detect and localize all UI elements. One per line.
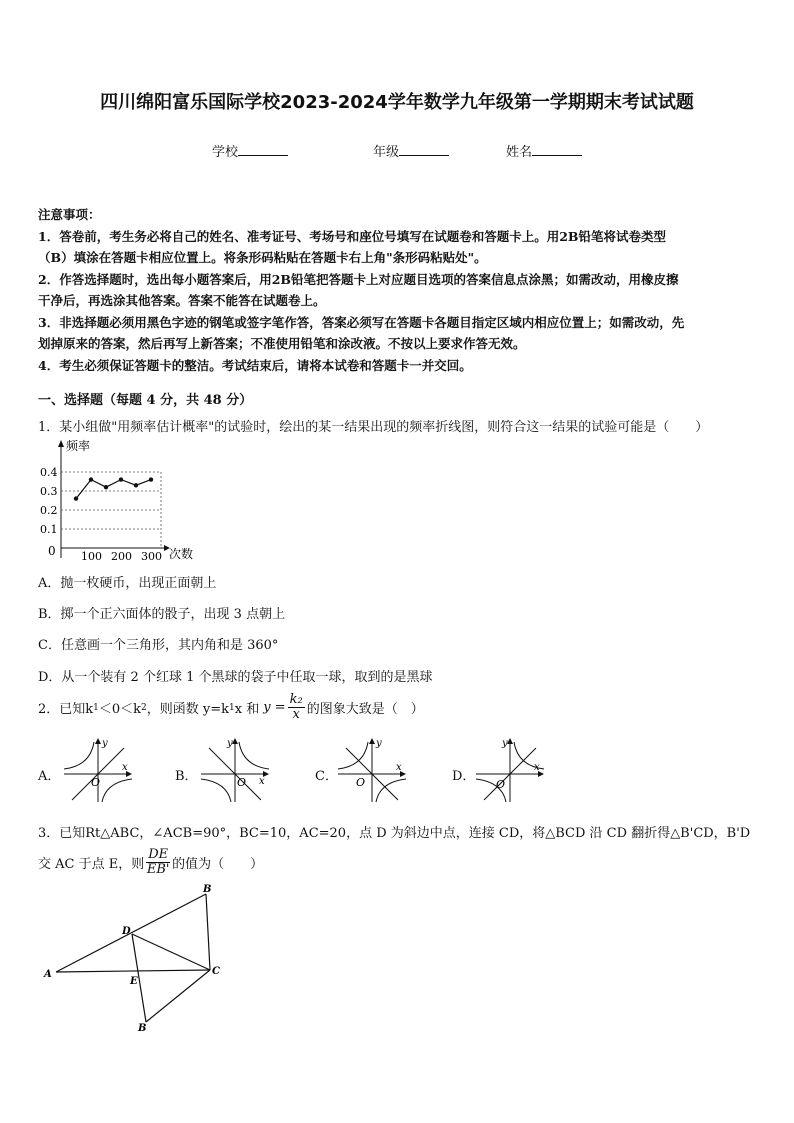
school-field xyxy=(212,141,288,160)
segment-ac xyxy=(56,970,210,972)
segment-ab xyxy=(56,894,206,972)
q2-option-a-label: A． xyxy=(38,769,61,784)
q2-graph-b xyxy=(197,736,273,806)
grade-label: 年级 xyxy=(373,145,400,160)
grade-blank xyxy=(399,143,449,156)
point-d-label: D xyxy=(122,926,131,937)
note-line: 2．作答选择题时，选出每小题答案后，用2B铅笔把答题卡上对应题目选项的答案信息点涂黑；如需改动，用橡皮擦 xyxy=(38,271,679,287)
name-field xyxy=(506,141,582,160)
x-tick-labels xyxy=(81,550,162,563)
axis-y-label: y xyxy=(376,738,382,749)
note-line: 4．考生必须保证答题卡的整洁。考试结束后，请将本试卷和答题卡一并交回。 xyxy=(38,357,472,373)
data-point xyxy=(149,477,153,481)
axis-y-label: y xyxy=(102,738,108,749)
axis-x-label: x xyxy=(396,762,402,773)
q2-option-b-label: B． xyxy=(175,769,198,784)
q2-sub: 1 xyxy=(229,702,235,713)
data-point xyxy=(104,485,108,489)
q3-frac-den: EB' xyxy=(146,862,170,877)
q2-stem xyxy=(38,693,424,722)
q1-option-b: B．掷一个正六面体的骰子，出现 3 点朝上 xyxy=(38,607,286,622)
origin-label: O xyxy=(91,776,101,789)
point-b-prime-label: B xyxy=(138,1023,147,1034)
y-tick-label: 0.3 xyxy=(40,485,58,498)
note-line: 划掉原来的答案，然后再写上新答案；不准使用铅笔和涂改液。不按以上要求作答无效。 xyxy=(38,336,526,351)
q3-text-2: 的值为（ ） xyxy=(172,857,264,872)
section-heading: 一、选择题（每题 4 分，共 48 分） xyxy=(38,393,253,408)
q2-text-3: ，则函数 y=k xyxy=(146,702,230,717)
data-point xyxy=(74,496,78,500)
q1-stem: 1．某小组做"用频率估计概率"的试验时，绘出的某一结果出现的频率折线图，则符合这一结果的试验可能是（ ） xyxy=(38,420,709,435)
data-point xyxy=(119,477,123,481)
q3-frac-num: DE xyxy=(148,847,169,862)
note-line: （B）填涂在答题卡相应位置上。将条形码粘贴在答题卡右上角"条形码粘贴处"。 xyxy=(38,250,487,265)
segment-bc xyxy=(206,894,210,970)
q2-sub: 2 xyxy=(141,702,147,713)
q2-graph-a xyxy=(60,736,136,806)
name-blank xyxy=(532,143,582,156)
x-tick-label: 300 xyxy=(141,550,162,563)
q2-frac-num: k₂ xyxy=(289,692,303,707)
q3-fraction xyxy=(146,848,170,877)
y-axis-arrow xyxy=(58,440,64,447)
q1-option-c: C．任意画一个三角形，其内角和是 360° xyxy=(38,638,279,653)
q2-text-2: ＜0＜k xyxy=(98,702,142,717)
note-line: 干净后，再选涂其他答案。答案不能答在试题卷上。 xyxy=(38,293,326,308)
x-axis-label: 次数 xyxy=(169,547,194,561)
q2-frac-den: x xyxy=(292,707,300,722)
data-point xyxy=(89,477,93,481)
axis-x-label: x xyxy=(259,776,265,787)
school-blank xyxy=(238,143,288,156)
q2-text-5: 的图象大致是（ ） xyxy=(306,702,424,717)
segment-dc xyxy=(132,934,210,970)
x-tick-label: 100 xyxy=(81,550,102,563)
y-tick-label: 0.4 xyxy=(40,466,58,479)
q2-sub: 1 xyxy=(93,702,99,713)
q2-text-1: 2．已知k xyxy=(38,702,94,717)
q2-y-eq: y = xyxy=(263,700,286,715)
y-tick-labels xyxy=(40,466,58,536)
notes-heading: 注意事项： xyxy=(38,207,101,222)
q2-option-c-label: C． xyxy=(315,769,338,784)
q1-option-a: A．抛一枚硬币，出现正面朝上 xyxy=(38,576,217,591)
q2-graph-c xyxy=(334,736,410,806)
series-points xyxy=(74,477,153,500)
q1-option-d: D．从一个装有 2 个红球 1 个黑球的袋子中任取一球，取到的是黑球 xyxy=(38,670,433,685)
segment-cb-prime xyxy=(146,970,210,1022)
axis-y-label: y xyxy=(227,738,233,749)
q3-stem-line2 xyxy=(38,848,263,877)
grade-field xyxy=(373,141,449,160)
point-c-label: C xyxy=(212,966,220,977)
school-label: 学校 xyxy=(212,145,239,160)
origin-label: O xyxy=(496,778,506,791)
note-line: 3．非选择题必须用黑色字迹的钢笔或签字笔作答，答案必须写在答题卡各题目指定区域内相应位置上；如需改动，先 xyxy=(38,314,685,330)
notes xyxy=(38,204,760,376)
q3-text-1: 交 AC 于点 E，则 xyxy=(38,857,145,872)
axis-x-label: x xyxy=(534,762,540,773)
q2-option-d-label: D． xyxy=(452,769,476,784)
y-tick-label: 0.1 xyxy=(40,523,58,536)
q2-graph-d xyxy=(472,736,548,806)
page-title: 四川绵阳富乐国际学校2023-2024学年数学九年级第一学期期末考试试题 xyxy=(100,92,694,113)
x-tick-label: 200 xyxy=(111,550,132,563)
point-b-label: B xyxy=(203,884,212,895)
q3-triangle-diagram xyxy=(38,884,238,1034)
point-a-label: A xyxy=(44,969,52,980)
axis-y-label: y xyxy=(502,738,508,749)
origin-label: O xyxy=(237,776,247,789)
grid-lines xyxy=(61,472,161,548)
origin-label: O xyxy=(356,776,366,789)
point-e-label: E xyxy=(130,976,138,987)
note-line: 1．答卷前，考生务必将自己的姓名、准考证号、考场号和座位号填写在试题卷和答题卡上。用2B铅笔将试卷类型 xyxy=(38,228,666,244)
data-point xyxy=(134,483,138,487)
axis-x-label: x xyxy=(122,762,128,773)
q3-stem-line1: 3．已知Rt△ABC，∠ACB=90°，BC=10，AC=20，点 D 为斜边中点，连接 CD，将△BCD 沿 CD 翻折得△B'CD，B'D xyxy=(38,826,751,841)
name-label: 姓名 xyxy=(506,145,533,160)
q2-fraction xyxy=(288,693,305,722)
y-tick-label: 0.2 xyxy=(40,504,58,517)
origin-label: 0 xyxy=(48,544,56,558)
q2-text-4: x 和 xyxy=(234,702,260,717)
y-axis-label: 频率 xyxy=(66,439,91,453)
series-line xyxy=(76,480,151,499)
frequency-chart xyxy=(40,436,210,566)
